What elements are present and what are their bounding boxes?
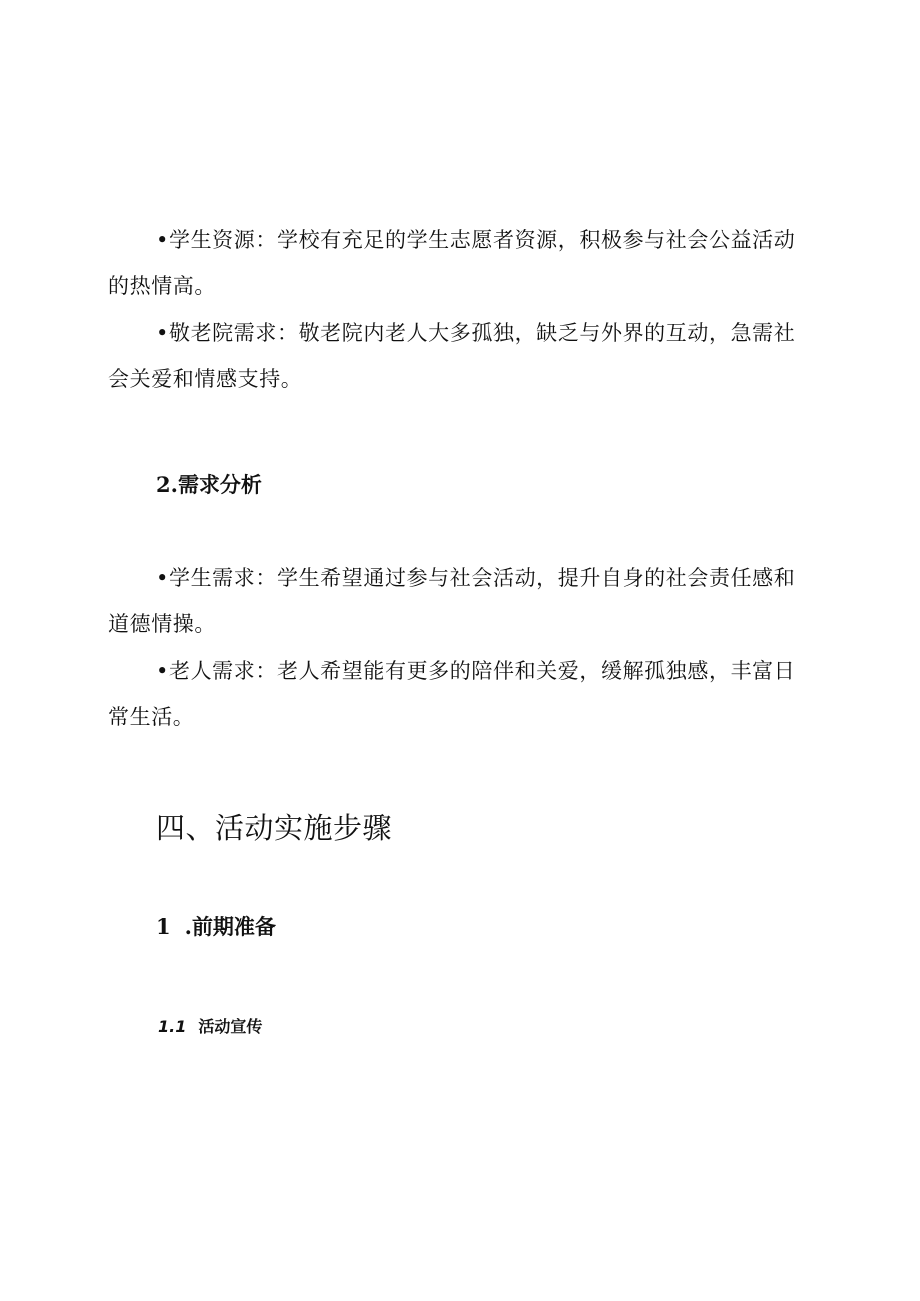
section-heading-implementation-steps: 四、活动实施步骤 bbox=[156, 811, 393, 845]
subheading-title: 前期准备 bbox=[191, 914, 276, 939]
paragraph-student-resources: •学生资源：学校有充足的学生志愿者资源，积极参与社会公益活动的热情高。 bbox=[108, 228, 796, 298]
subsubheading-number: 1.1 bbox=[158, 1017, 187, 1036]
paragraph-nursing-home-needs: •敬老院需求：敬老院内老人大多孤独，缺乏与外界的互动，急需社会关爱和情感支持。 bbox=[108, 321, 796, 391]
subheading-needs-analysis bbox=[156, 470, 262, 500]
subheading-number: 1 bbox=[156, 914, 171, 939]
subheading-preparation bbox=[156, 912, 276, 942]
subsubheading-title: 活动宣传 bbox=[198, 1017, 263, 1036]
subheading-number: 2. bbox=[156, 472, 178, 497]
subheading-title: 需求分析 bbox=[177, 472, 262, 497]
subsubheading-promotion bbox=[158, 1015, 262, 1039]
subheading-dot: . bbox=[184, 914, 192, 939]
paragraph-student-needs: •学生需求：学生希望通过参与社会活动，提升自身的社会责任感和道德情操。 bbox=[108, 566, 796, 636]
paragraph-elderly-needs: •老人需求：老人希望能有更多的陪伴和关爱，缓解孤独感，丰富日常生活。 bbox=[108, 659, 796, 729]
